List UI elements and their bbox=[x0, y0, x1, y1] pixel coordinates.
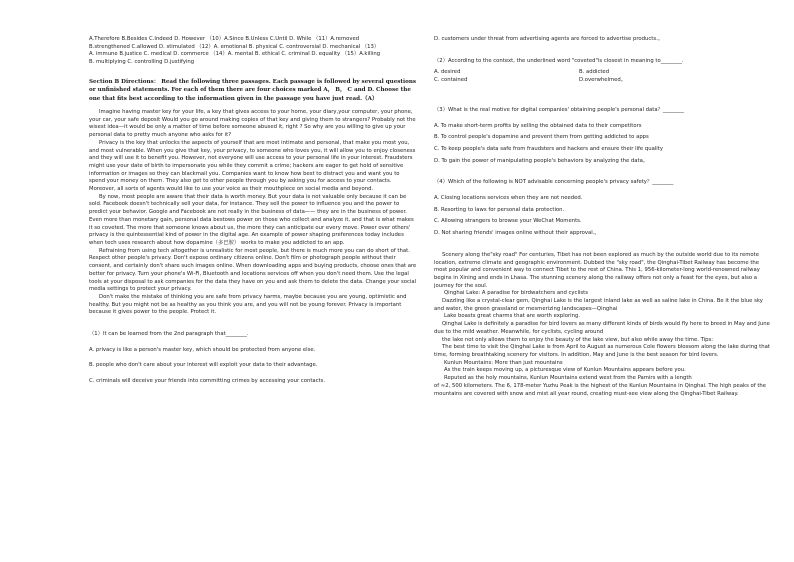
answer-line: A.Therefore B.Besides C.Indeed D. However （10）A.Since B.Unless C.Until D. While （11）A.removed bbox=[89, 36, 360, 42]
question-2-options-row bbox=[434, 69, 770, 77]
passage-b-paragraph: of ≈2, 500 kilometers. The 6, 178-meter Yuzhu Peak is the highest of the Kunlun Mountains in Qinghai. The high peaks of the mountains are covered with snow and mist all year round, creating must-see view along the Qinghai-Tibet Railway. bbox=[434, 382, 767, 397]
passage-paragraph: Imagine having master key for your life, a key that gives access to your home, your diary,your computer, your phone, your car, your safe deposit Would you go around making copies of that key and giving them to strangers? Probably not the wisest idea—it would be only a matter of time before someone abused it, right ? So why are you willing to give up your personal data to pretty much anyone who asks for it? bbox=[89, 109, 416, 139]
passage-b-paragraph: the lake not only allows them to enjoy the beauty of the lake view, but also while away the time. Tips: bbox=[442, 336, 714, 343]
passage-b-paragraph: Reputed as the holy mountains, Kunlun Mountains extend west from the Pamirs with a length bbox=[444, 375, 692, 382]
question-1-option-c: C. criminals will deceive your friends into committing crimes by accessing your contacts. bbox=[89, 378, 326, 385]
passage-paragraph: By now, most people are aware that their data is worth money. But your data is not valuable only because it can be sold. Facebook doesn't technically sell your data, for instance. They sell the power to influence you and the power to predict your behavior. Google and Facebook are not really in the business of data—— they are in the business of power. Even more than monetary gain, personal data bestows power on those who collect and analyze it, and that is what makes it so coveted. The more that someone knows about us, the more they can anticipate our every move. Power over others' privacy is the quintessential kind of power in the digital age. An example of power shaping preferences today includes when tech uses research about how dopamine（多巴胺） works to make you addicted to an app. bbox=[89, 193, 414, 246]
passage-paragraph: Don't make the mistake of thinking you are safe from privacy harms, maybe because you are young, optimistic and healthy. But you might not be as healthy as you think you are, and you will not be young forever. Privacy is important because it gives power to the people. Protect it. bbox=[89, 293, 407, 316]
question-1-option-d: D. customers under threat from advertising agents are forced to advertise products.。 bbox=[434, 36, 664, 42]
passage-b-paragraph: As the train keeps moving up, a picturesque view of Kunlun Mountains appears before you. bbox=[444, 367, 686, 374]
question-3-option-a: A. To make short-term profits by selling the obtained data to their competitors bbox=[434, 122, 642, 129]
question-3-option-d: D. To gain the power of manipulating people's behaviors by analyzing the data。 bbox=[434, 157, 649, 164]
question-2-option-d: D.overwhelmed。 bbox=[579, 77, 627, 84]
question-4-option-c: C. Allowing strangers to browse your WeChat Moments. bbox=[434, 218, 582, 225]
passage-b-paragraph: Qinghai Lake is definitely a paradise for bird lovers as many different kinds of birds would fly here to breed in May and June due to the mild weather. Meanwhile, for cyclists, cycling around bbox=[434, 321, 770, 335]
question-3-stem: （3）What is the real motive for digital companies' obtaining people's personal data？________ bbox=[434, 106, 685, 113]
question-1-stem: （1）It can be learned from the 2nd paragraph that________. bbox=[89, 331, 249, 338]
question-4-stem: （4）Which of the following is NOT advisable concerning people's privacy safety？________ bbox=[434, 179, 674, 186]
section-b-directions: Section B Directions： Read the following three passages. Each passage is followed by several questions or unfinished statements. For each of them there are four choices marked A， B， C and D. Choose the one that fits best according to the information given in the passage you have just read.（A） bbox=[89, 78, 417, 102]
passage-b-tips: The best time to visit the Qinghai Lake is from April to August as numerous Cole flowers blossom along the lake during that time, forming breathtaking scenery for visitors. In addition, May and June is the best season for bird lovers. bbox=[434, 344, 770, 358]
question-4-option-b: B. Resorting to laws for personal data protection. bbox=[434, 206, 565, 213]
question-2-option-a: A. desired bbox=[434, 69, 461, 76]
answer-line: B.strengthened C.allowed D. stimulated （12）A. emotional B. physical C. controversial D. mechanical （13） bbox=[89, 43, 380, 50]
answer-line: B. multiplying C. controlling D.justifying bbox=[89, 59, 195, 66]
answer-line: A. immune B.justice C. medical D. commerce （14）A. mental B. ethical C. criminal D. equality （15）A.killing bbox=[89, 51, 381, 58]
passage-b-paragraph: Dazzling like a crystal-clear gem, Qinghai Lake is the largest inland lake as well as saline lake in China. Be it the blue sky and water, the green grassland or mesmerizing landscapes—Qinghai bbox=[434, 298, 763, 312]
question-3-option-b: B. To control people's dopamine and prevent them from getting addicted to apps bbox=[434, 134, 649, 141]
question-1-option-a: A. privacy is like a person's master key, which should be protected from anyone else. bbox=[89, 346, 316, 353]
question-1-option-b: B. people who don't care about your interest will exploit your data to their advantage. bbox=[89, 362, 318, 369]
passage-b-subheading: Kunlun Mountains: More than just mountains bbox=[444, 359, 563, 366]
passage-b-paragraph: Scenery along the"sky road" For centuries, Tibet has not been explored as much by the outside world due to its remote location, extreme climate and geographic environment. Dubbed the "sky road", the Qinghai-Tibet Railway has become the most popular and convenient way to connect Tibet to the rest of China. This 1, 956-kilometer-long world-renowned railway begins in Xining and ends in Lhasa. The stunning scenery along the railway offers not only a feast for the eyes, but also a journey for the soul. bbox=[434, 251, 760, 289]
question-3-option-c: C. To keep people's data safe from fraudsters and hackers and ensure their life quality bbox=[434, 145, 663, 152]
passage-paragraph: Refraining from using tech altogether is unrealistic for most people, but there is much more you can do short of that. Respect other people's privacy. Don't expose ordinary citizens online. Don't film or photograph people without their consent, and certainly don't share such images online. When downloading apps and buying products, choose ones that are better for privacy. Turn your phone's Wi-Fi, Bluetooth and locations services off when you don't need them. Use the legal tools at your disposal to ask companies for the data they have on you and ask them to delete the data. Change your social media settings to protect your privacy. bbox=[89, 247, 417, 293]
question-4-option-d: D. Not sharing friends' images online without their approval.。 bbox=[434, 230, 600, 237]
passage-b-subheading: Qinghai Lake: A paradise for birdwatchers and cyclists bbox=[444, 290, 588, 297]
question-2-option-c: C. contained bbox=[434, 77, 468, 84]
passage-b-paragraph: Lake boasts great charms that are worth exploring. bbox=[444, 313, 581, 320]
passage-paragraph: Privacy is the key that unlocks the aspects of yourself that are most intimate and personal, that make you most you, and most vulnerable. When you give that key, your privacy, to someone who loves you, it will allow you to enjoy closeness and they will use it to benefit you. However, not everyone will use access to your personal life in your interest. Fraudsters might use your date of birth to impersonate you while they commit a crime; hackers are eager to get hold of sensitive information or images so they can blackmail you. Companies want to know how best to distract you and want you to spend your money on them. They also get to other people through you by asking you for access to your contacts. Moreover, all sorts of agents would like to use your voice as their mouthpiece on social media and beyond. bbox=[89, 139, 416, 193]
left-column bbox=[89, 36, 417, 386]
question-2-stem: （2）According to the context, the underlined word "coveted"is closest in meaning to________. bbox=[434, 57, 684, 64]
question-4-option-a: A. Closing locations services when they are not needed. bbox=[434, 195, 583, 202]
question-2-option-b: B. addicted bbox=[579, 69, 610, 76]
question-2-options-row bbox=[434, 77, 770, 85]
right-column bbox=[434, 36, 770, 398]
